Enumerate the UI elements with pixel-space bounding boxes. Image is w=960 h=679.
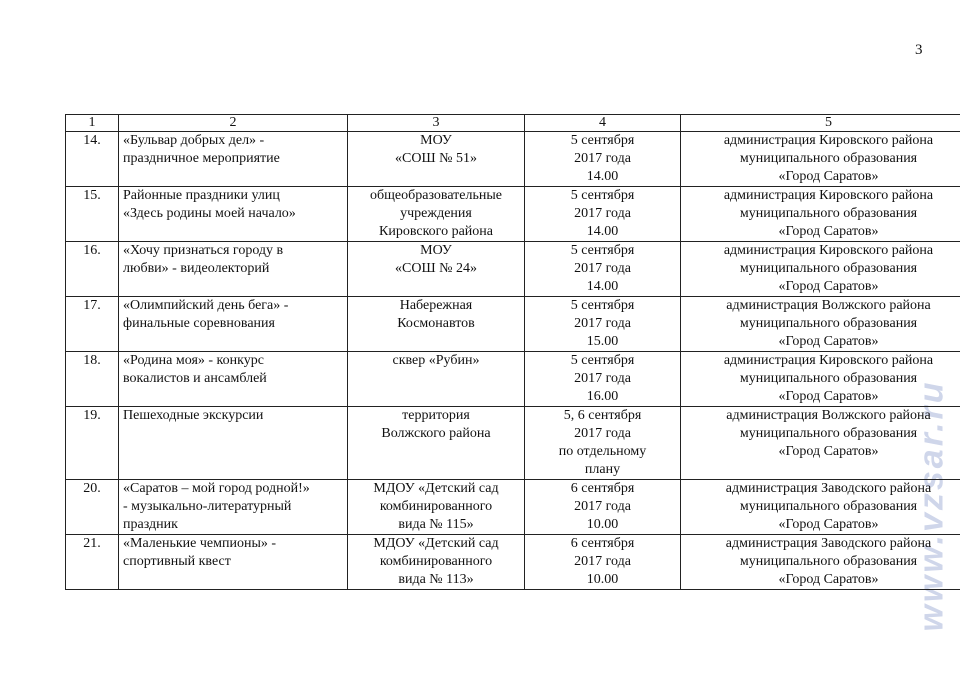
row-number-cell: 20. xyxy=(66,480,119,535)
event-date-line: 2017 года xyxy=(574,554,631,569)
event-date-line: 5 сентября xyxy=(570,353,635,368)
event-name-line: «Саратов – мой город родной!» xyxy=(123,481,310,496)
event-place-line: общеобразовательные xyxy=(370,188,502,203)
event-place-line: учреждения xyxy=(400,206,472,221)
event-organizer-cell xyxy=(681,352,960,407)
event-place-line: территория xyxy=(402,408,470,423)
event-name-cell xyxy=(119,352,348,407)
event-place-cell xyxy=(348,242,525,297)
event-place-cell xyxy=(348,132,525,187)
table-header-row xyxy=(66,115,960,132)
table-row xyxy=(66,132,960,187)
event-organizer-line: муниципального образования xyxy=(739,499,918,514)
header-col-5: 5 xyxy=(681,115,960,132)
event-place-cell xyxy=(348,352,525,407)
event-date-line: 14.00 xyxy=(586,224,619,239)
event-organizer-line: администрация Кировского района xyxy=(723,353,934,368)
event-name-cell xyxy=(119,242,348,297)
event-date-line: 2017 года xyxy=(574,316,631,331)
event-date-line: 2017 года xyxy=(574,151,631,166)
table-row xyxy=(66,407,960,480)
event-organizer-line: муниципального образования xyxy=(739,206,918,221)
event-name-cell xyxy=(119,407,348,480)
table-row xyxy=(66,352,960,407)
event-date-line: 2017 года xyxy=(574,499,631,514)
row-number-cell: 17. xyxy=(66,297,119,352)
event-date-line: 5, 6 сентября xyxy=(563,408,642,423)
event-date-line: 14.00 xyxy=(586,169,619,184)
event-date-line: 5 сентября xyxy=(570,298,635,313)
event-name-line: - музыкально-литературный xyxy=(123,499,292,514)
row-number-cell: 21. xyxy=(66,535,119,590)
event-organizer-line: «Город Саратов» xyxy=(778,517,879,532)
row-number-cell: 15. xyxy=(66,187,119,242)
event-date-line: 5 сентября xyxy=(570,133,635,148)
row-number-cell: 16. xyxy=(66,242,119,297)
event-place-line: Волжского района xyxy=(381,426,491,441)
event-place-line: вида № 113» xyxy=(398,572,474,587)
event-place-line: МДОУ «Детский сад xyxy=(373,481,499,496)
event-name-line: праздничное мероприятие xyxy=(123,151,280,166)
event-name-line: «Здесь родины моей начало» xyxy=(123,206,296,221)
event-date-line: 10.00 xyxy=(586,572,619,587)
event-place-line: сквер «Рубин» xyxy=(392,353,480,368)
event-organizer-line: «Город Саратов» xyxy=(778,169,879,184)
event-name-line: спортивный квест xyxy=(123,554,231,569)
table-row xyxy=(66,535,960,590)
row-number-cell: 18. xyxy=(66,352,119,407)
event-organizer-cell xyxy=(681,132,960,187)
event-name-line: «Родина моя» - конкурс xyxy=(123,353,264,368)
event-organizer-line: администрация Заводского района xyxy=(725,481,932,496)
event-organizer-cell xyxy=(681,535,960,590)
event-place-line: МДОУ «Детский сад xyxy=(373,536,499,551)
row-number-cell: 14. xyxy=(66,132,119,187)
event-organizer-line: «Город Саратов» xyxy=(778,224,879,239)
event-date-cell xyxy=(525,535,681,590)
event-place-line: МОУ xyxy=(420,243,452,258)
page-number: 3 xyxy=(915,42,923,58)
event-organizer-line: администрация Волжского района xyxy=(726,408,931,423)
event-date-cell xyxy=(525,187,681,242)
event-name-line: «Олимпийский день бега» - xyxy=(123,298,289,313)
event-organizer-line: администрация Кировского района xyxy=(723,243,934,258)
event-date-line: 5 сентября xyxy=(570,188,635,203)
event-place-line: комбинированного xyxy=(379,554,493,569)
event-name-line: финальные соревнования xyxy=(123,316,275,331)
event-date-line: 15.00 xyxy=(586,334,619,349)
event-organizer-cell xyxy=(681,242,960,297)
event-date-cell xyxy=(525,407,681,480)
event-organizer-line: «Город Саратов» xyxy=(778,572,879,587)
table-row xyxy=(66,187,960,242)
event-name-line: «Маленькие чемпионы» - xyxy=(123,536,277,551)
event-organizer-line: муниципального образования xyxy=(739,316,918,331)
event-organizer-line: муниципального образования xyxy=(739,151,918,166)
event-date-line: 2017 года xyxy=(574,206,631,221)
event-date-line: 14.00 xyxy=(586,279,619,294)
event-place-cell xyxy=(348,187,525,242)
event-date-line: 2017 года xyxy=(574,371,631,386)
event-date-line: 2017 года xyxy=(574,426,631,441)
event-place-line: Кировского района xyxy=(379,224,493,239)
event-place-line: комбинированного xyxy=(379,499,493,514)
event-place-line: Космонавтов xyxy=(397,316,475,331)
event-name-cell xyxy=(119,535,348,590)
event-organizer-line: администрация Волжского района xyxy=(726,298,931,313)
event-date-cell xyxy=(525,242,681,297)
event-place-line: «СОШ № 24» xyxy=(395,261,477,276)
event-name-line: вокалистов и ансамблей xyxy=(123,371,267,386)
event-organizer-cell xyxy=(681,407,960,480)
event-name-cell xyxy=(119,187,348,242)
event-organizer-line: «Город Саратов» xyxy=(778,389,879,404)
event-name-cell xyxy=(119,480,348,535)
header-col-2: 2 xyxy=(119,115,348,132)
event-date-line: 6 сентября xyxy=(570,536,635,551)
event-date-line: 5 сентября xyxy=(570,243,635,258)
event-organizer-line: муниципального образования xyxy=(739,426,918,441)
watermark-text: www.vzsar.ru xyxy=(912,378,951,632)
header-col-4: 4 xyxy=(525,115,681,132)
event-organizer-line: администрация Кировского района xyxy=(723,188,934,203)
event-date-line: 2017 года xyxy=(574,261,631,276)
event-name-line: «Бульвар добрых дел» - xyxy=(123,133,265,148)
event-name-line: праздник xyxy=(123,517,178,532)
event-date-line: 16.00 xyxy=(586,389,619,404)
event-date-cell xyxy=(525,352,681,407)
event-place-cell xyxy=(348,297,525,352)
table-row xyxy=(66,297,960,352)
event-organizer-line: администрация Заводского района xyxy=(725,536,932,551)
table-body xyxy=(66,132,960,590)
event-place-cell xyxy=(348,535,525,590)
event-name-line: Пешеходные экскурсии xyxy=(123,408,264,423)
event-place-line: вида № 115» xyxy=(398,517,474,532)
event-place-line: «СОШ № 51» xyxy=(395,151,477,166)
event-date-cell xyxy=(525,480,681,535)
events-table xyxy=(65,114,960,590)
table-row xyxy=(66,480,960,535)
event-date-cell xyxy=(525,132,681,187)
event-organizer-line: муниципального образования xyxy=(739,261,918,276)
event-organizer-line: «Город Саратов» xyxy=(778,279,879,294)
row-number-cell: 19. xyxy=(66,407,119,480)
event-place-cell xyxy=(348,480,525,535)
event-name-cell xyxy=(119,297,348,352)
event-place-cell xyxy=(348,407,525,480)
header-col-3: 3 xyxy=(348,115,525,132)
event-date-line: плану xyxy=(584,462,621,477)
event-date-line: по отдельному xyxy=(558,444,647,459)
table-row xyxy=(66,242,960,297)
event-organizer-line: администрация Кировского района xyxy=(723,133,934,148)
event-organizer-cell xyxy=(681,297,960,352)
event-name-line: Районные праздники улиц xyxy=(123,188,280,203)
event-date-line: 6 сентября xyxy=(570,481,635,496)
event-organizer-line: «Город Саратов» xyxy=(778,334,879,349)
header-col-1: 1 xyxy=(66,115,119,132)
event-organizer-cell xyxy=(681,480,960,535)
event-date-line: 10.00 xyxy=(586,517,619,532)
event-organizer-cell xyxy=(681,187,960,242)
event-organizer-line: муниципального образования xyxy=(739,554,918,569)
event-name-line: любви» - видеолекторий xyxy=(123,261,270,276)
event-name-cell xyxy=(119,132,348,187)
event-organizer-line: муниципального образования xyxy=(739,371,918,386)
event-name-line: «Хочу признаться городу в xyxy=(123,243,284,258)
event-organizer-line: «Город Саратов» xyxy=(778,444,879,459)
event-place-line: МОУ xyxy=(420,133,452,148)
event-place-line: Набережная xyxy=(399,298,473,313)
event-date-cell xyxy=(525,297,681,352)
